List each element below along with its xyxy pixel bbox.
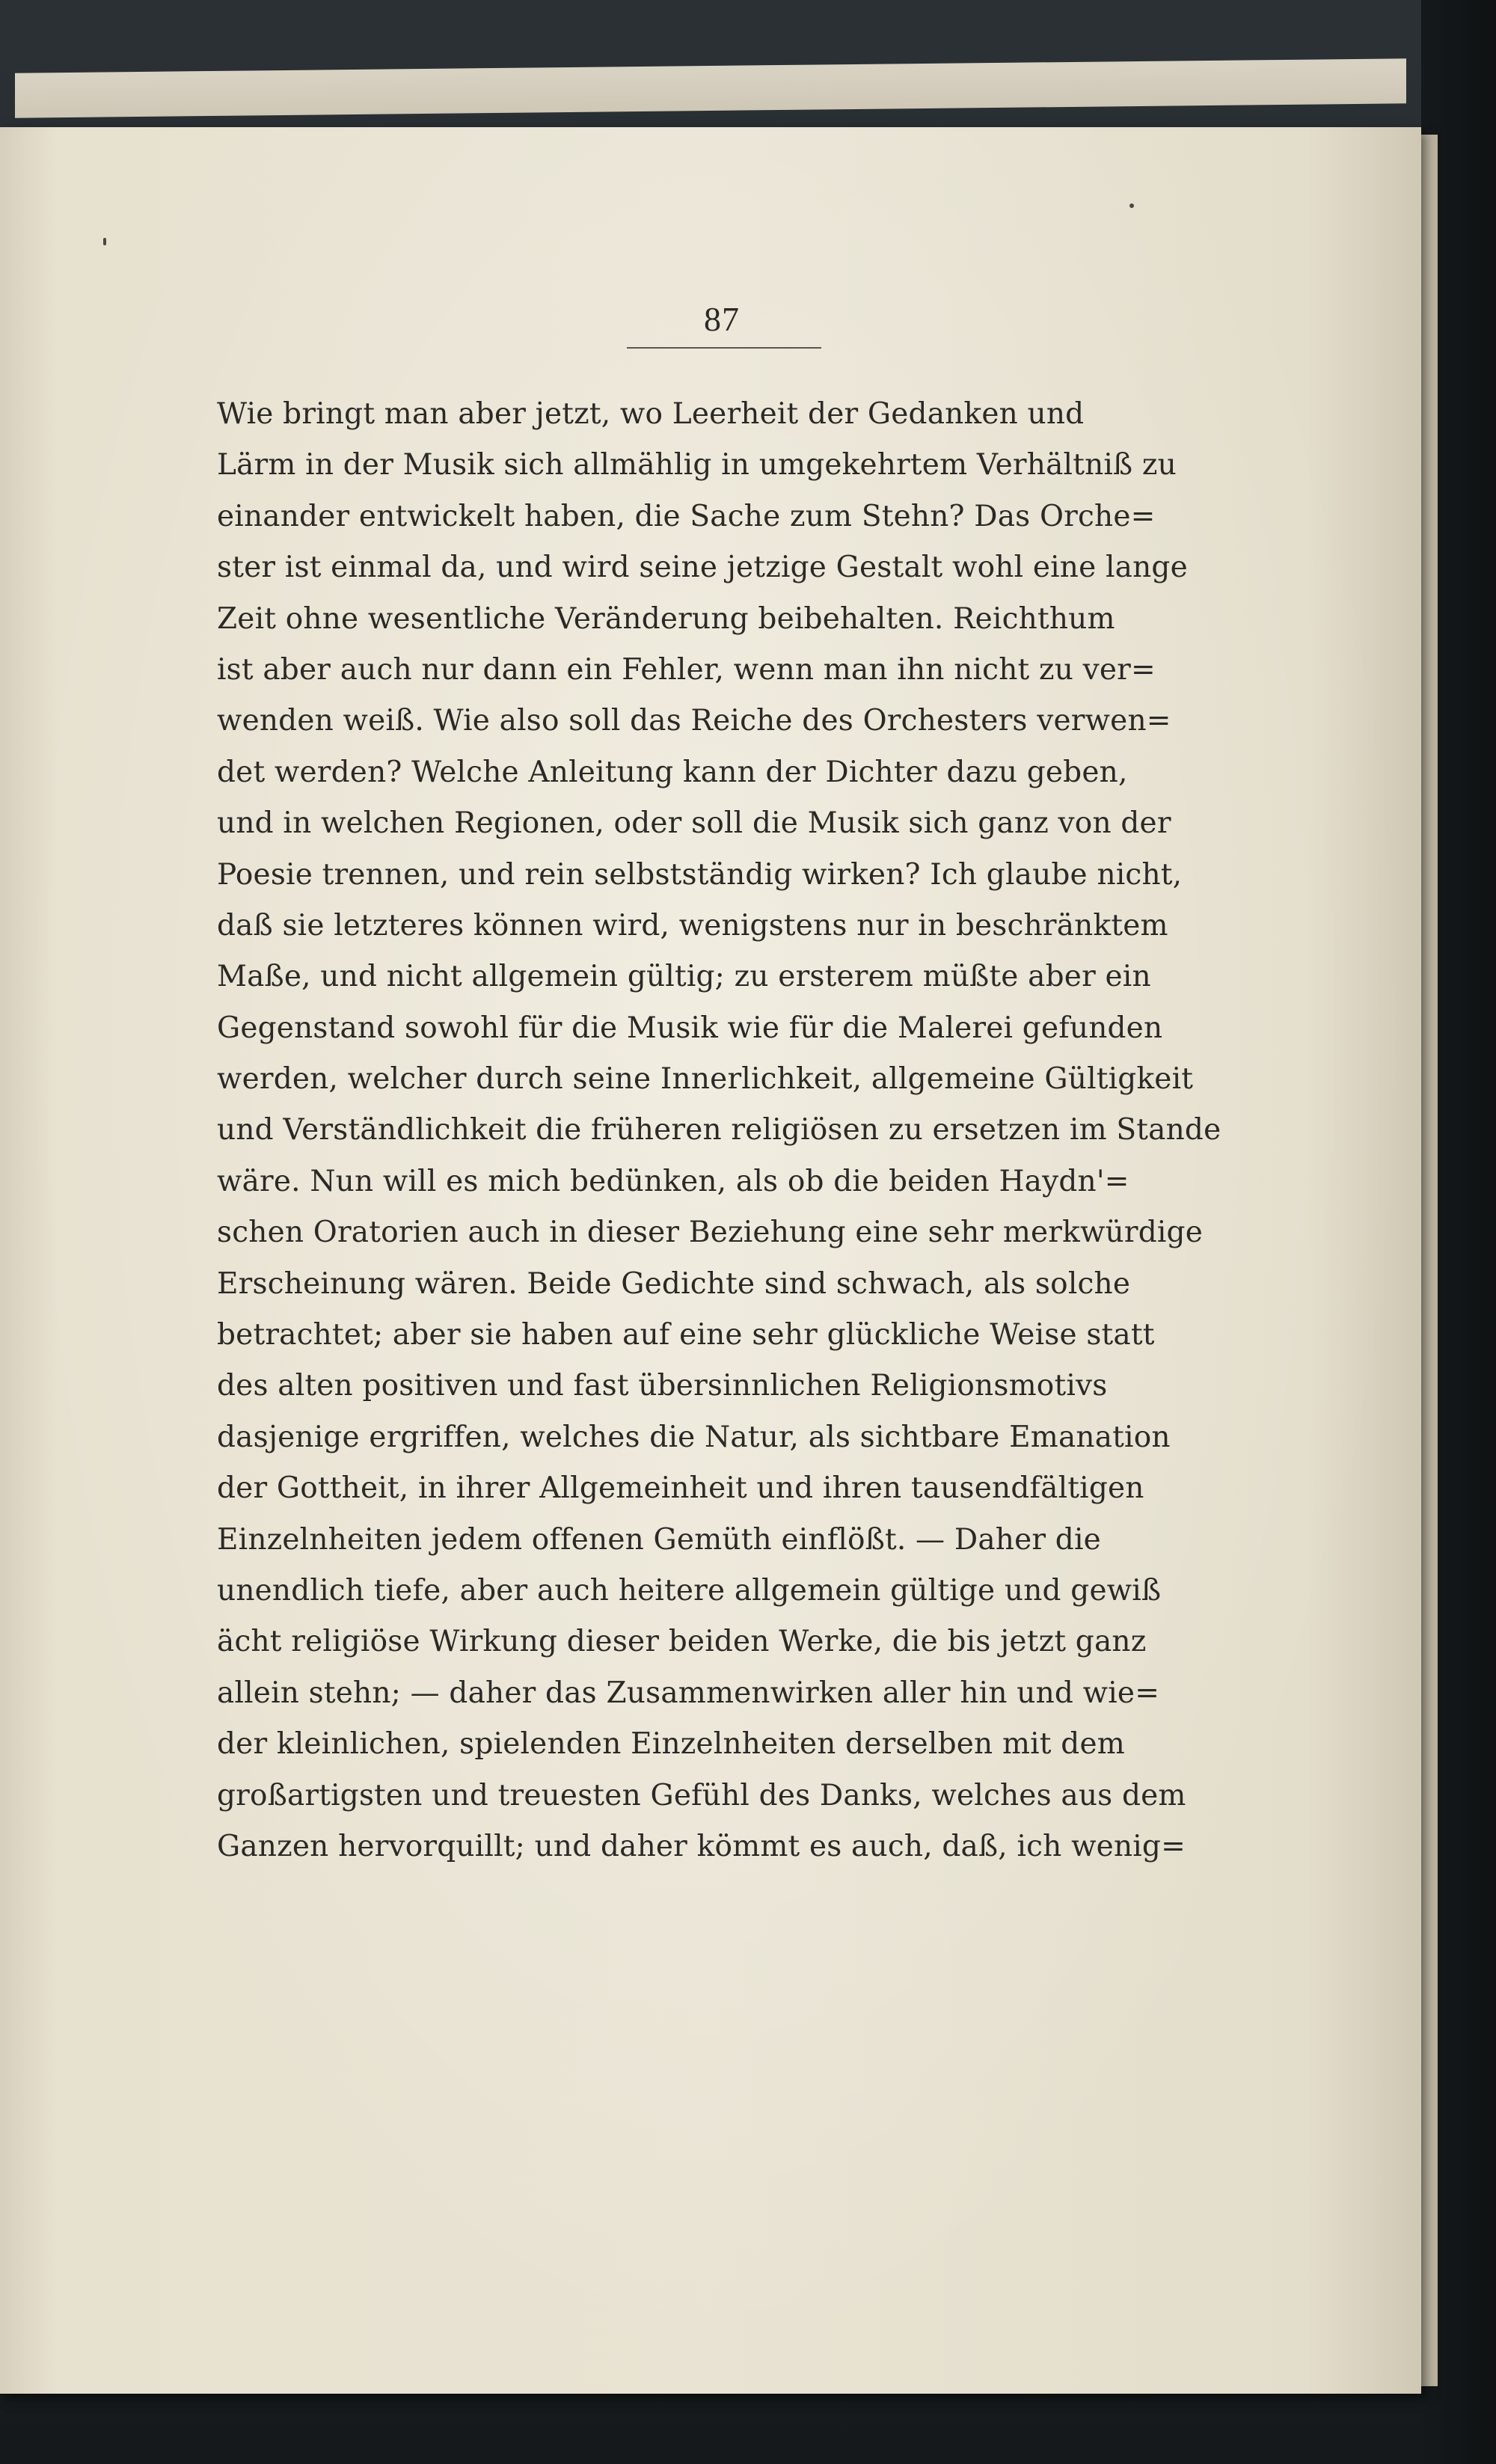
text-line: det werden? Welche Anleitung kann der Dichter dazu geben, (217, 755, 1128, 789)
text-line: des alten positiven und fast übersinnlichen Religionsmotivs (217, 1369, 1108, 1403)
text-line: Maße, und nicht allgemein gültig; zu ersterem müßte aber ein (217, 960, 1151, 994)
text-line: einander entwickelt haben, die Sache zum Stehn? Das Orche= (217, 499, 1156, 533)
text-line: werden, welcher durch seine Innerlichkeit, allgemeine Gültigkeit (217, 1062, 1194, 1097)
text-line: Gegenstand sowohl für die Musik wie für die Malerei gefunden (217, 1011, 1163, 1045)
text-line: ist aber auch nur dann ein Fehler, wenn man ihn nicht zu ver= (217, 652, 1156, 687)
text-line: der Gottheit, in ihrer Allgemeinheit und ihren tausendfältigen (217, 1471, 1144, 1506)
text-line: Ganzen hervorquillt; und daher kömmt es auch, daß, ich wenig= (217, 1829, 1186, 1863)
text-line: und Verständlichkeit die früheren religiösen zu ersetzen im Stande (217, 1113, 1221, 1147)
paper-speck (1129, 203, 1134, 208)
body-text (217, 389, 1249, 1872)
page-number-rule (627, 347, 821, 349)
text-line: Poesie trennen, und rein selbstständig wirken? Ich glaube nicht, (217, 857, 1183, 892)
text-line: Einzelnheiten jedem offenen Gemüth einflößt. — Daher die (217, 1522, 1101, 1557)
page-number: 87 (704, 300, 740, 338)
text-line: dasjenige ergriffen, welches die Natur, als sichtbare Emanation (217, 1420, 1171, 1454)
text-line: Lärm in der Musik sich allmählig in umgekehrtem Verhältniß zu (217, 448, 1177, 482)
text-line: Erscheinung wären. Beide Gedichte sind schwach, als solche (217, 1266, 1131, 1301)
text-line: betrachtet; aber sie haben auf eine sehr glückliche Weise statt (217, 1318, 1155, 1352)
text-line: allein stehn; — daher das Zusammenwirken aller hin und wie= (217, 1676, 1160, 1710)
text-line: großartigsten und treuesten Gefühl des Danks, welches aus dem (217, 1778, 1186, 1812)
text-line: daß sie letzteres können wird, wenigstens nur in beschränktem (217, 908, 1168, 943)
text-line: der kleinlichen, spielenden Einzelnheiten derselben mit dem (217, 1727, 1125, 1762)
text-line: ächt religiöse Wirkung dieser beiden Werke, die bis jetzt ganz (217, 1625, 1147, 1659)
text-line: Wie bringt man aber jetzt, wo Leerheit der Gedanken und (217, 397, 1085, 431)
page-fore-edge (1421, 135, 1438, 2386)
text-line: wäre. Nun will es mich bedünken, als ob die beiden Haydn'= (217, 1164, 1129, 1198)
text-line: und in welchen Regionen, oder soll die Musik sich ganz von der (217, 806, 1171, 841)
paper-speck (103, 238, 106, 245)
text-line: schen Oratorien auch in dieser Beziehung eine sehr merkwürdige (217, 1216, 1203, 1250)
text-line: wenden weiß. Wie also soll das Reiche des Orchesters verwen= (217, 704, 1171, 738)
text-line: ster ist einmal da, und wird seine jetzige Gestalt wohl eine lange (217, 551, 1188, 585)
text-line: unendlich tiefe, aber auch heitere allgemein gültige und gewiß (217, 1573, 1162, 1608)
text-line: Zeit ohne wesentliche Veränderung beibehalten. Reichthum (217, 601, 1115, 636)
